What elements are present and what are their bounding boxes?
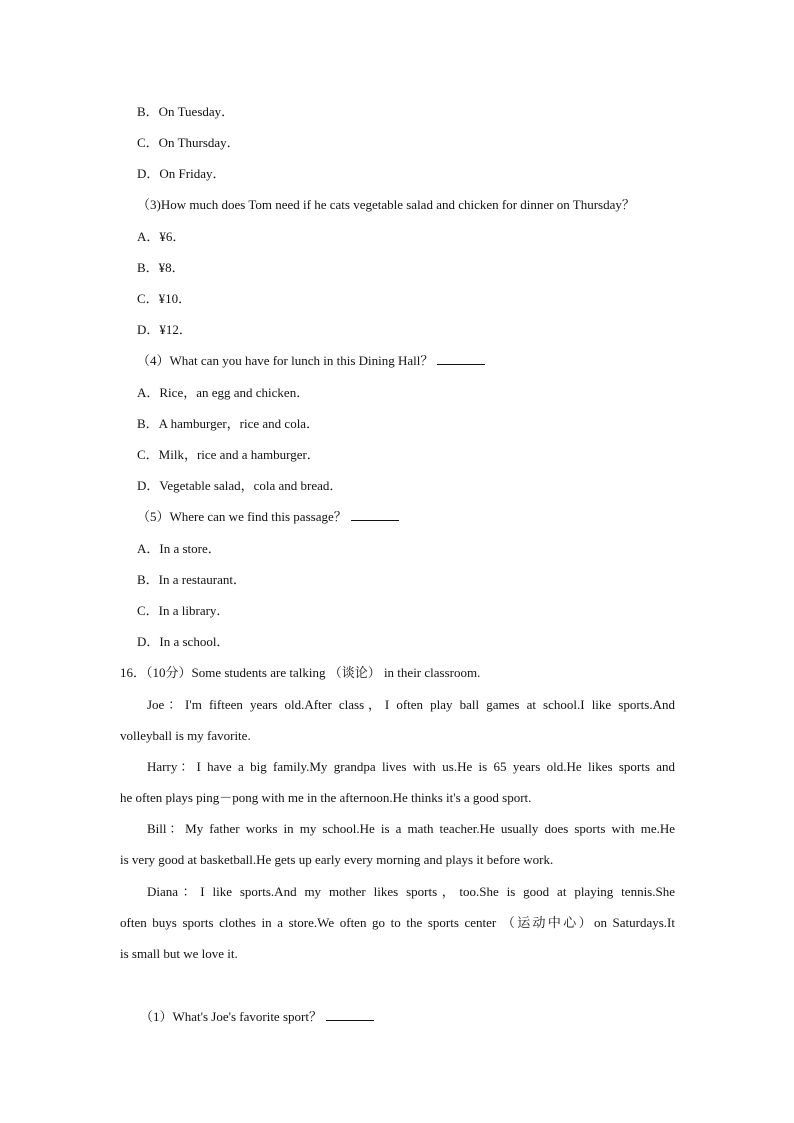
passage-diana-line1: Diana：I like sports.And my mother likes sports，too.She is good at playing tennis.She <box>147 884 675 899</box>
option-a: A．¥6． <box>137 229 186 244</box>
option-d: D．¥12． <box>137 322 192 337</box>
passage-bill-line1: Bill：My father works in my school.He is a math teacher.He usually does sports with me.He <box>147 821 675 836</box>
option-d: D．Vegetable salad，cola and bread． <box>137 478 343 493</box>
question-5 <box>137 509 399 525</box>
option-b: B．On Tuesday． <box>137 104 235 119</box>
option-d: D．On Friday． <box>137 166 226 181</box>
option-c: C．¥10． <box>137 291 192 306</box>
question-16-1 <box>140 1009 374 1025</box>
passage-diana-line2: often buys sports clothes in a store.We often go to the sports center （运动中心）on Saturdays.It <box>120 915 675 930</box>
passage-bill-line2: is very good at basketball.He gets up early every morning and plays it before work. <box>120 852 554 867</box>
passage-harry-line1: Harry：I have a big family.My grandpa lives with us.He is 65 years old.He likes sports and <box>147 759 675 774</box>
option-b: B．In a restaurant． <box>137 572 247 587</box>
passage-diana-line3: is small but we love it. <box>120 946 238 961</box>
question-3: （3)How much does Tom need if he cats vegetable salad and chicken for dinner on Thursday？ <box>137 197 635 212</box>
passage-harry-line2: he often plays ping－pong with me in the afternoon.He thinks it's a good sport. <box>120 790 532 805</box>
option-c: C．Milk，rice and a hamburger． <box>137 447 320 462</box>
question-4 <box>137 353 485 369</box>
option-c: C．In a library． <box>137 603 230 618</box>
question-16-1-text: （1）What's Joe's favorite sport？ <box>140 1009 322 1024</box>
question-16-heading: 16．（10分）Some students are talking （谈论） in their classroom. <box>120 665 481 680</box>
question-4-text: （4）What can you have for lunch in this Dining Hall？ <box>137 353 434 368</box>
answer-blank[interactable] <box>437 353 485 365</box>
answer-blank[interactable] <box>326 1009 374 1021</box>
option-c: C．On Thursday． <box>137 135 240 150</box>
question-5-text: （5）Where can we find this passage？ <box>137 509 347 524</box>
answer-blank[interactable] <box>351 509 399 521</box>
option-b: B．A hamburger，rice and cola． <box>137 416 320 431</box>
option-a: A．Rice，an egg and chicken． <box>137 385 310 400</box>
option-a: A．In a store． <box>137 541 221 556</box>
passage-joe-line2: volleyball is my favorite. <box>120 728 251 743</box>
passage-joe-line1: Joe：I'm fifteen years old.After class，I often play ball games at school.I like sports.And <box>147 697 675 712</box>
option-b: B．¥8． <box>137 260 185 275</box>
option-d: D．In a school． <box>137 634 230 649</box>
